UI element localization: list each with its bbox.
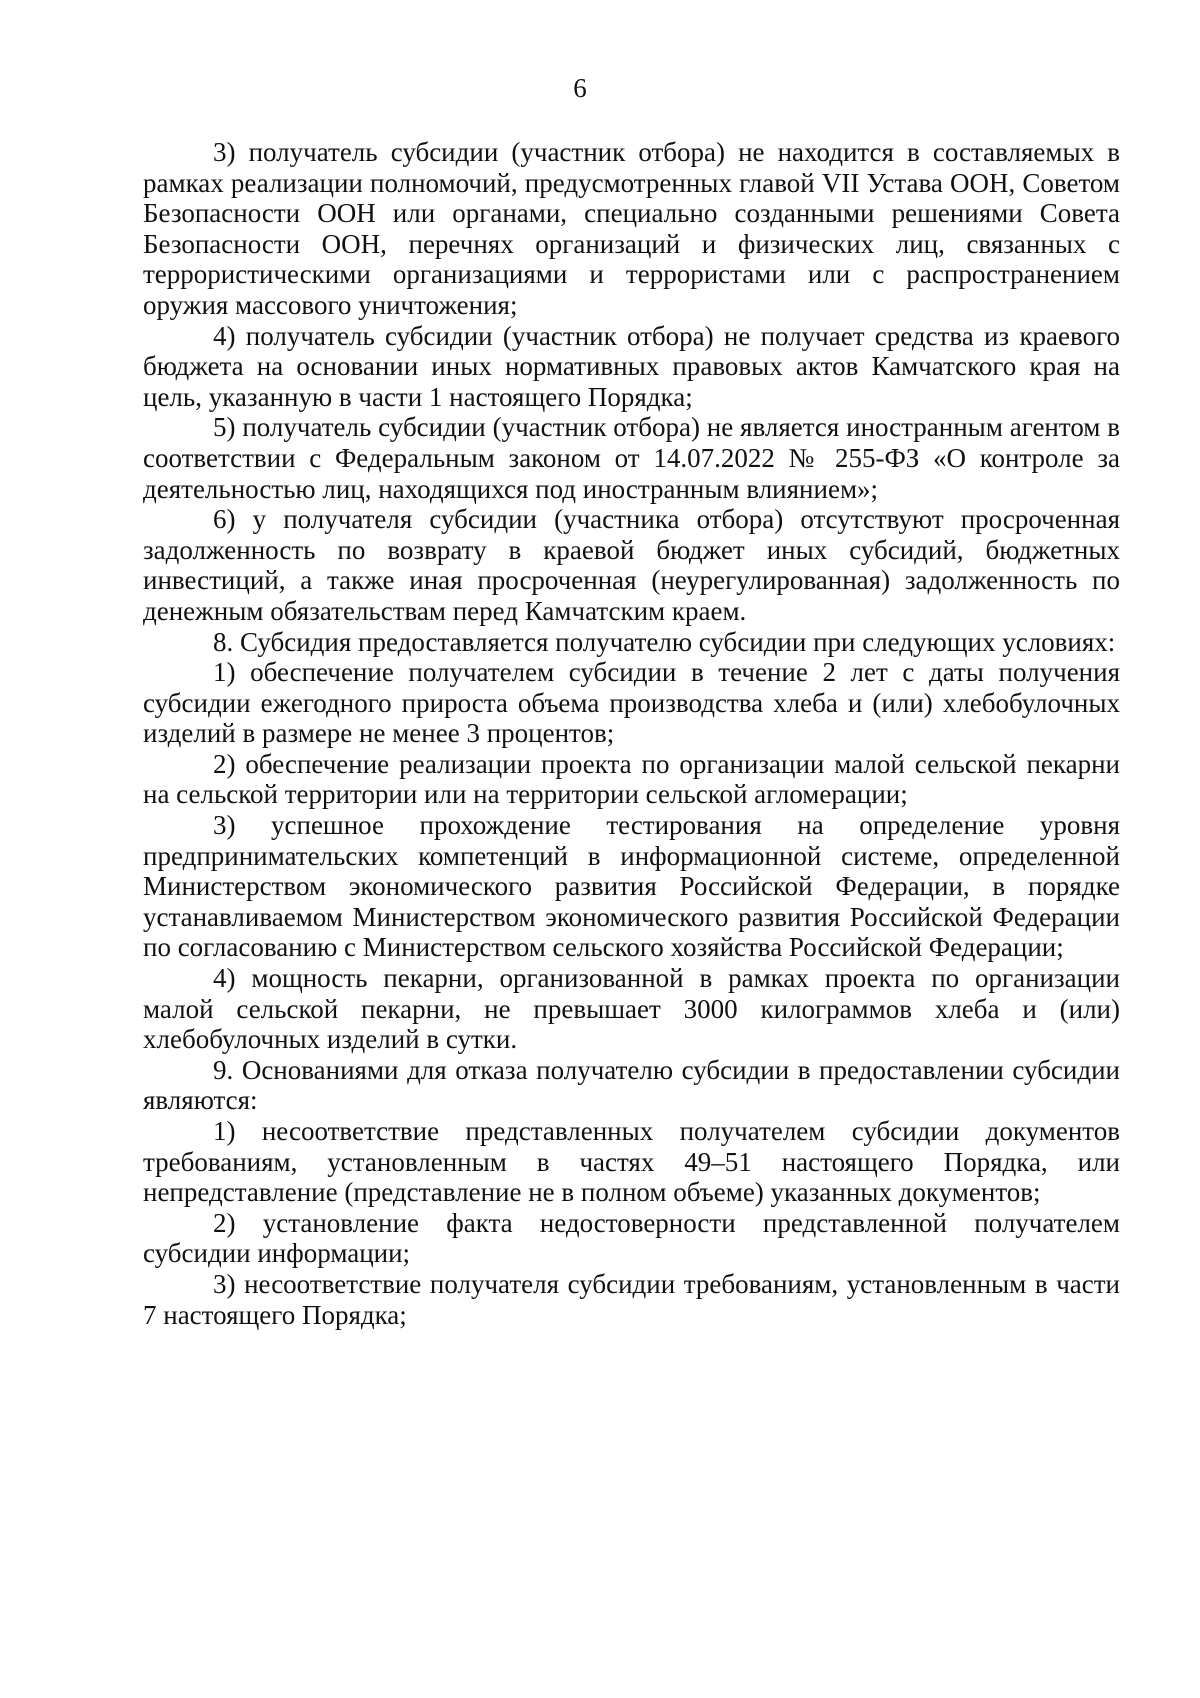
- paragraph-condition-4-capacity: 4) мощность пекарни, организованной в рамках проекта по организации малой сельской пекарни, не превышает 3000 килограммов хлеба и (или) хлебобулочных изделий в сутки.: [143, 963, 1120, 1055]
- document-body: [143, 137, 1120, 1330]
- paragraph-condition-3-testing: 3) успешное прохождение тестирования на определение уровня предпринимательских компетенций в информационной системе, определенной Министерством экономического развития Российской Федерации, в порядке устанавливаемом Министерством экономического развития Российской Федерации по согласованию с Министерством сельского хозяйства Российской Федерации;: [143, 810, 1120, 963]
- paragraph-section-8-conditions: 8. Субсидия предоставляется получателю субсидии при следующих условиях:: [213, 626, 1116, 657]
- paragraph-condition-2-project: 2) обеспечение реализации проекта по организации малой сельской пекарни на сельской территории или на территории сельской агломерации;: [143, 748, 1120, 810]
- paragraph-item-4-no-other-funds: 4) получатель субсидии (участник отбора) не получает средства из краевого бюджета на основании иных нормативных правовых актов Камчатского края на цель, указанную в части 1 настоящего Порядка;: [143, 320, 1120, 412]
- paragraph-refusal-2-false-info: 2) установление факта недостоверности представленной получателем субсидии информации;: [143, 1207, 1120, 1269]
- paragraph-item-3-un-lists: 3) получатель субсидии (участник отбора) не находится в составляемых в рамках реализации полномочий, предусмотренных главой VII Устава ООН, Советом Безопасности ООН или органами, специально созданными решениями Совета Безопасности ООН, перечнях организаций и физических лиц, связанных с террористическими организациями и террористами или с распространением оружия массового уничтожения;: [143, 137, 1120, 320]
- paragraph-item-5-not-foreign-agent: 5) получатель субсидии (участник отбора) не является иностранным агентом в соответствии с Федеральным законом от 14.07.2022 № 255-ФЗ «О контроле за деятельностью лиц, находящихся под иностранным влиянием»;: [143, 412, 1120, 504]
- paragraph-refusal-3-mismatch: 3) несоответствие получателя субсидии требованиям, установленным в части 7 настоящего Порядка;: [143, 1268, 1120, 1330]
- paragraph-item-6-no-debts: 6) у получателя субсидии (участника отбора) отсутствуют просроченная задолженность по возврату в краевой бюджет иных субсидий, бюджетных инвестиций, а также иная просроченная (неурегулированная) задолженность по денежным обязательствам перед Камчатским краем.: [143, 504, 1120, 626]
- paragraph-refusal-1-documents: 1) несоответствие представленных получателем субсидии документов требованиям, установленным в частях 49–51 настоящего Порядка, или непредставление (представление не в полном объеме) указанных документов;: [143, 1116, 1120, 1208]
- page-number: 6: [573, 73, 587, 103]
- paragraph-condition-1-growth: 1) обеспечение получателем субсидии в течение 2 лет с даты получения субсидии ежегодного прироста объема производства хлеба и (или) хлебобулочных изделий в размере не менее 3 процентов;: [143, 657, 1120, 749]
- paragraph-section-9-refusal: 9. Основаниями для отказа получателю субсидии в предоставлении субсидии являются:: [143, 1054, 1120, 1116]
